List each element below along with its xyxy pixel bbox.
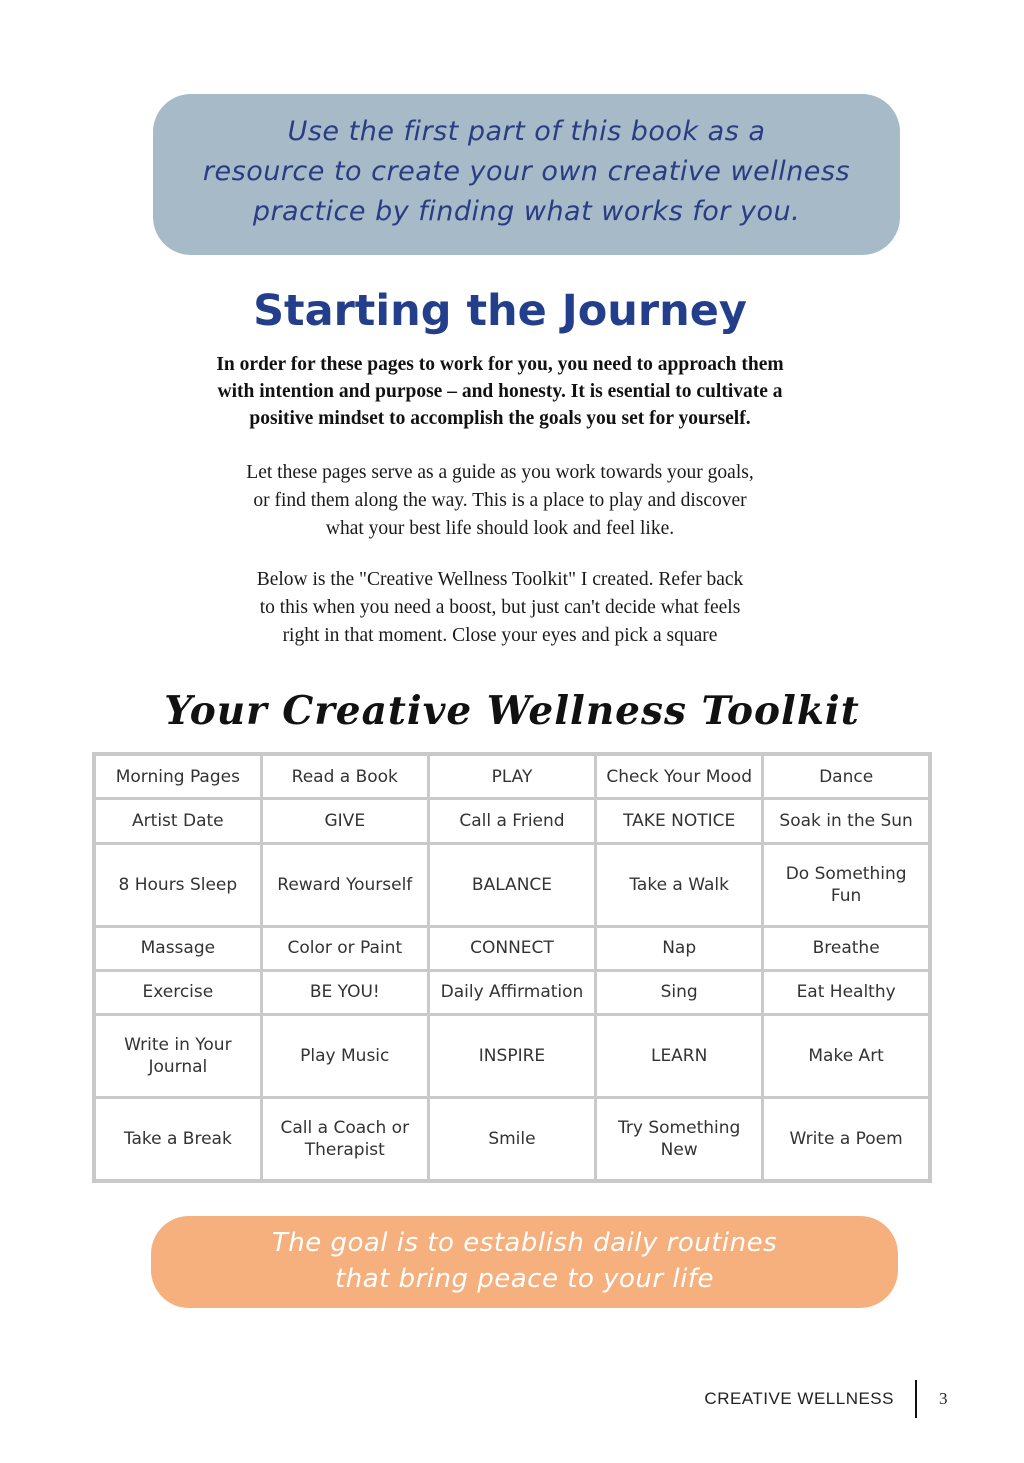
toolkit-intro-line-1: Below is the "Creative Wellness Toolkit" I created. Refer back: [256, 569, 744, 590]
toolkit-cell: Color or Paint: [261, 926, 428, 970]
toolkit-row: [94, 1014, 930, 1097]
toolkit-row: [94, 1097, 930, 1181]
bottom-callout-box: [151, 1216, 898, 1308]
toolkit-cell: Do Something Fun: [763, 843, 930, 926]
toolkit-cell: Massage: [94, 926, 261, 970]
guide-line-1: Let these pages serve as a guide as you work towards your goals,: [246, 462, 754, 483]
toolkit-cell: Call a Friend: [428, 799, 595, 843]
toolkit-cell: Make Art: [763, 1014, 930, 1097]
toolkit-cell: Dance: [763, 754, 930, 799]
intro-paragraph: [150, 351, 850, 432]
toolkit-title: Your Creative Wellness Toolkit: [164, 688, 860, 734]
guide-paragraph: [150, 459, 850, 543]
toolkit-cell: Take a Walk: [596, 843, 763, 926]
toolkit-row: [94, 754, 930, 799]
toolkit-intro-line-3: right in that moment. Close your eyes and pick a square: [282, 625, 718, 646]
toolkit-cell: Try Something New: [596, 1097, 763, 1181]
page-number: 3: [939, 1389, 948, 1408]
toolkit-cell: PLAY: [428, 754, 595, 799]
toolkit-cell: Smile: [428, 1097, 595, 1181]
toolkit-cell: Eat Healthy: [763, 970, 930, 1014]
toolkit-cell: Artist Date: [94, 799, 261, 843]
toolkit-cell: Morning Pages: [94, 754, 261, 799]
page-title: Starting the Journey: [253, 286, 747, 336]
footer-divider: [915, 1380, 917, 1418]
toolkit-cell: Write in Your Journal: [94, 1014, 261, 1097]
toolkit-cell: Play Music: [261, 1014, 428, 1097]
toolkit-cell: BALANCE: [428, 843, 595, 926]
toolkit-row: [94, 926, 930, 970]
toolkit-cell: INSPIRE: [428, 1014, 595, 1097]
toolkit-cell: Check Your Mood: [596, 754, 763, 799]
bottom-callout-line-1: The goal is to establish daily routines: [271, 1228, 778, 1258]
intro-line-2: with intention and purpose – and honesty. It is esential to cultivate a: [217, 381, 783, 402]
toolkit-cell: TAKE NOTICE: [596, 799, 763, 843]
intro-line-1: In order for these pages to work for you, you need to approach them: [216, 354, 784, 375]
toolkit-cell: Exercise: [94, 970, 261, 1014]
toolkit-intro-line-2: to this when you need a boost, but just can't decide what feels: [259, 597, 741, 618]
top-callout-box: [153, 94, 900, 255]
footer-section-label: CREATIVE WELLNESS: [704, 1389, 894, 1408]
toolkit-cell: Call a Coach or Therapist: [261, 1097, 428, 1181]
toolkit-cell: BE YOU!: [261, 970, 428, 1014]
toolkit-row: [94, 799, 930, 843]
guide-line-3: what your best life should look and feel like.: [325, 518, 675, 539]
toolkit-cell: Read a Book: [261, 754, 428, 799]
top-callout-line-1: Use the first part of this book as a: [287, 116, 766, 147]
toolkit-cell: Reward Yourself: [261, 843, 428, 926]
toolkit-cell: Soak in the Sun: [763, 799, 930, 843]
top-callout-line-2: resource to create your own creative wellness: [202, 156, 851, 187]
toolkit-cell: 8 Hours Sleep: [94, 843, 261, 926]
toolkit-row: [94, 843, 930, 926]
toolkit-cell: Daily Affirmation: [428, 970, 595, 1014]
toolkit-cell: Take a Break: [94, 1097, 261, 1181]
intro-line-3: positive mindset to accomplish the goals you set for yourself.: [249, 408, 751, 429]
bottom-callout-line-2: that bring peace to your life: [335, 1264, 714, 1294]
toolkit-cell: LEARN: [596, 1014, 763, 1097]
toolkit-cell: Breathe: [763, 926, 930, 970]
guide-line-2: or find them along the way. This is a place to play and discover: [253, 490, 747, 511]
toolkit-cell: Write a Poem: [763, 1097, 930, 1181]
toolkit-intro-paragraph: [150, 566, 850, 650]
toolkit-cell: Nap: [596, 926, 763, 970]
toolkit-cell: CONNECT: [428, 926, 595, 970]
top-callout-line-3: practice by finding what works for you.: [252, 196, 801, 227]
toolkit-grid: [92, 752, 932, 1183]
toolkit-row: [94, 970, 930, 1014]
toolkit-cell: GIVE: [261, 799, 428, 843]
toolkit-cell: Sing: [596, 970, 763, 1014]
